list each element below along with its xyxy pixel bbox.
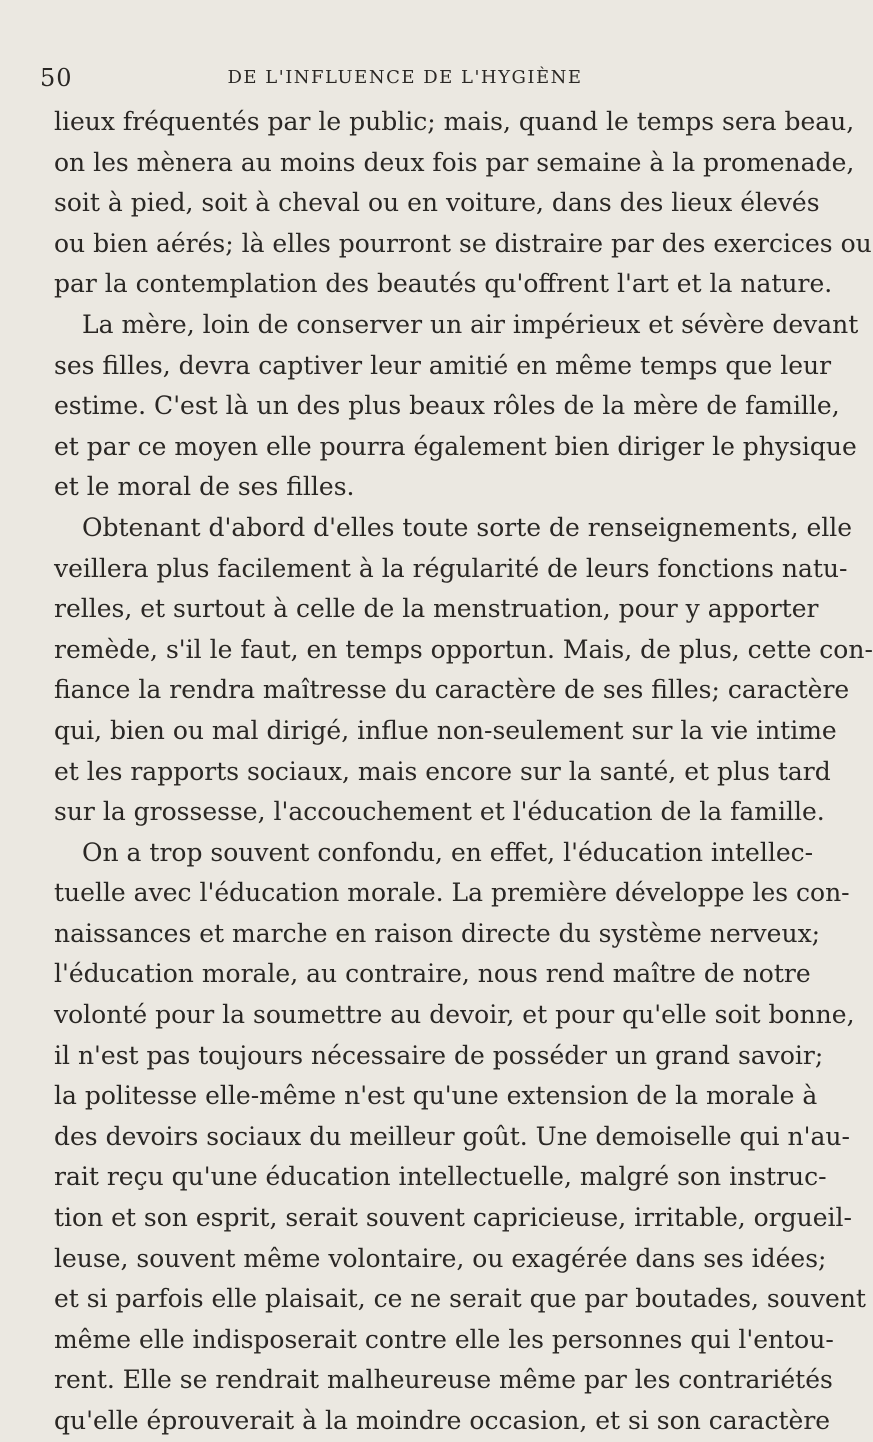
text-line: et par ce moyen elle pourra également bien diriger le physique: [54, 431, 857, 461]
text-line: ou bien aérés; là elles pourront se distraire par des exercices ou: [54, 228, 872, 258]
paragraph-start-line: On a trop souvent confondu, en effet, l'éducation intellec-: [82, 837, 814, 867]
text-line: tion et son esprit, serait souvent capricieuse, irritable, orgueil-: [54, 1203, 852, 1233]
text-line: soit à pied, soit à cheval ou en voiture, dans des lieux élevés: [54, 188, 820, 218]
text-line: veillera plus facilement à la régularité de leurs fonctions natu-: [54, 553, 848, 583]
text-line: l'éducation morale, au contraire, nous rend maître de notre: [54, 959, 811, 989]
paragraph-start-line: La mère, loin de conserver un air impérieux et sévère devant: [82, 309, 859, 339]
text-line: rent. Elle se rendrait malheureuse même par les contrariétés: [54, 1365, 833, 1395]
text-line: estime. C'est là un des plus beaux rôles de la mère de famille,: [54, 391, 840, 421]
text-line: lieux fréquentés par le public; mais, quand le temps sera beau,: [54, 107, 855, 136]
paragraph-start-line: Obtenant d'abord d'elles toute sorte de renseignements, elle: [82, 512, 853, 542]
running-title: DE L'INFLUENCE DE L'HYGIÈNE: [227, 67, 583, 88]
text-line: des devoirs sociaux du meilleur goût. Une demoiselle qui n'au-: [54, 1121, 850, 1151]
text-line: rait reçu qu'une éducation intellectuelle, malgré son instruc-: [54, 1162, 827, 1192]
page-number: 50: [40, 64, 73, 92]
text-line: tuelle avec l'éducation morale. La première développe les con-: [54, 878, 850, 908]
text-line: naissances et marche en raison directe du système nerveux;: [54, 918, 821, 948]
text-line: remède, s'il le faut, en temps opportun. Mais, de plus, cette con-: [54, 634, 873, 664]
text-line: leuse, souvent même volontaire, ou exagérée dans ses idées;: [54, 1243, 827, 1273]
text-line: qu'elle éprouverait à la moindre occasion, et si son caractère: [54, 1406, 831, 1435]
text-line: il n'est pas toujours nécessaire de posséder un grand savoir;: [54, 1040, 824, 1070]
body-text: [54, 102, 873, 1442]
text-line: et les rapports sociaux, mais encore sur la santé, et plus tard: [54, 756, 831, 786]
text-line: la politesse elle-même n'est qu'une extension de la morale à: [54, 1081, 818, 1111]
text-line: volonté pour la soumettre au devoir, et pour qu'elle soit bonne,: [54, 1000, 855, 1030]
text-line: même elle indisposerait contre elle les personnes qui l'entou-: [54, 1324, 834, 1354]
page-header: [40, 64, 770, 94]
text-line: fiance la rendra maîtresse du caractère de ses filles; caractère: [54, 675, 850, 705]
paragraph-end-line: sur la grossesse, l'accouchement et l'éducation de la famille.: [54, 797, 825, 827]
text-line: et si parfois elle plaisait, ce ne serait que par boutades, souvent: [54, 1284, 866, 1314]
paragraph-end-line: et le moral de ses filles.: [54, 472, 355, 502]
text-line: ses filles, devra captiver leur amitié en même temps que leur: [54, 350, 832, 380]
text-line: on les mènera au moins deux fois par semaine à la promenade,: [54, 147, 855, 177]
text-line: par la contemplation des beautés qu'offrent l'art et la nature.: [54, 269, 833, 299]
text-line: qui, bien ou mal dirigé, influe non-seulement sur la vie intime: [54, 715, 837, 745]
text-line: relles, et surtout à celle de la menstruation, pour y apporter: [54, 594, 819, 624]
